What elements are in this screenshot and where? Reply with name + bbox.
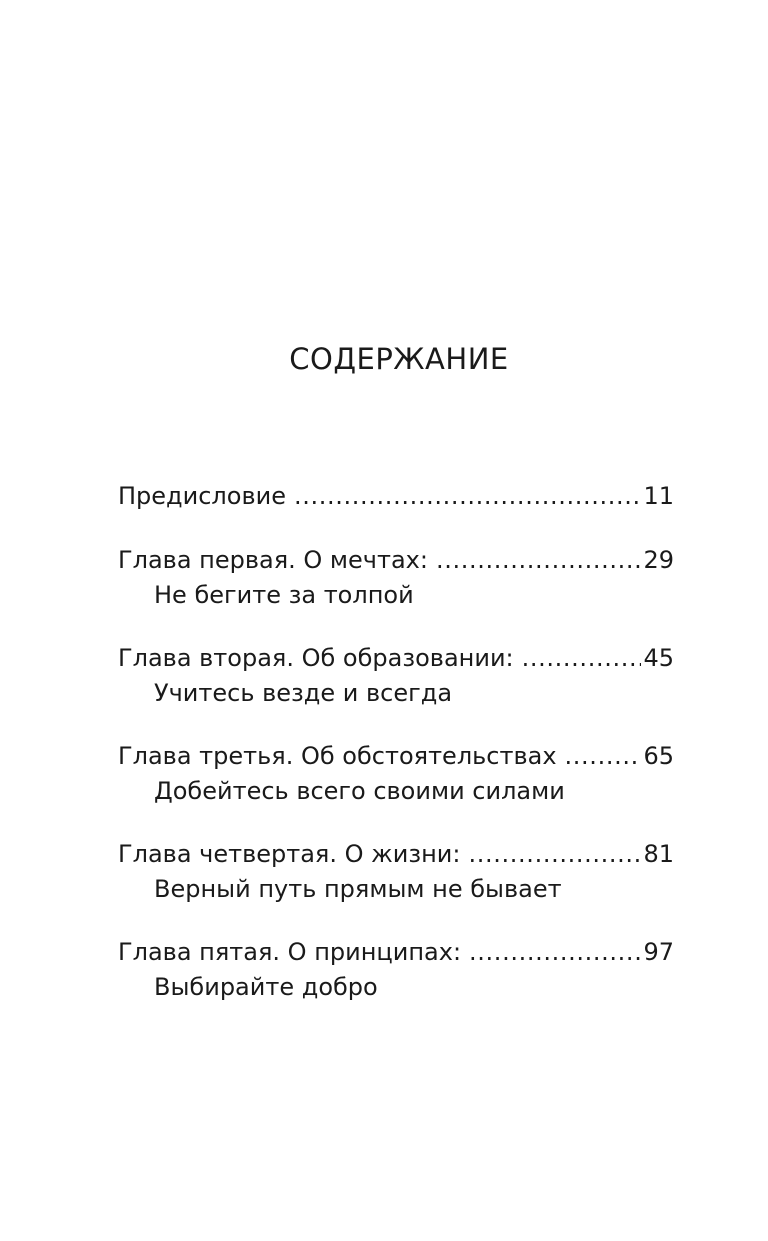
toc-entry-chapter-2 [118,640,674,710]
toc-entry-label: Глава вторая. Об образовании: [118,644,514,672]
toc-entry-chapter-5 [118,934,674,1004]
toc-entry-label: Предисловие [118,482,286,510]
toc-entry-subtitle: Выбирайте добро [154,973,378,1001]
table-of-contents [118,478,674,1032]
toc-line [118,640,674,676]
toc-entry-chapter-4 [118,836,674,906]
toc-entry-label: Глава первая. О мечтах: [118,546,428,574]
toc-entry-subtitle: Верный путь прямым не бывает [154,875,562,903]
toc-entry-label: Глава четвертая. О жизни: [118,840,461,868]
toc-line [118,738,674,774]
toc-page-number: 65 [643,742,674,770]
dot-leader [436,542,642,578]
page-title: СОДЕРЖАНИЕ [289,342,509,376]
toc-line [118,542,674,578]
dot-leader [565,738,642,774]
toc-entry-label: Глава третья. Об обстоятельствах [118,742,557,770]
toc-page-number: 45 [643,644,674,672]
toc-line [118,478,674,514]
toc-entry-subtitle: Добейтесь всего своими силами [154,777,565,805]
toc-entry-chapter-1 [118,542,674,612]
toc-page-number: 97 [643,938,674,966]
toc-entry-subtitle: Не бегите за толпой [154,581,414,609]
toc-line [118,836,674,872]
toc-page-number: 29 [643,546,674,574]
toc-entry-chapter-3 [118,738,674,808]
toc-page-number: 11 [643,482,674,510]
toc-entry-preface [118,478,674,514]
dot-leader [522,640,642,676]
toc-entry-subtitle: Учитесь везде и всегда [154,679,453,707]
dot-leader [469,836,642,872]
toc-page-number: 81 [643,840,674,868]
dot-leader [469,934,641,970]
dot-leader [294,478,641,514]
toc-line [118,934,674,970]
toc-entry-label: Глава пятая. О принципах: [118,938,462,966]
